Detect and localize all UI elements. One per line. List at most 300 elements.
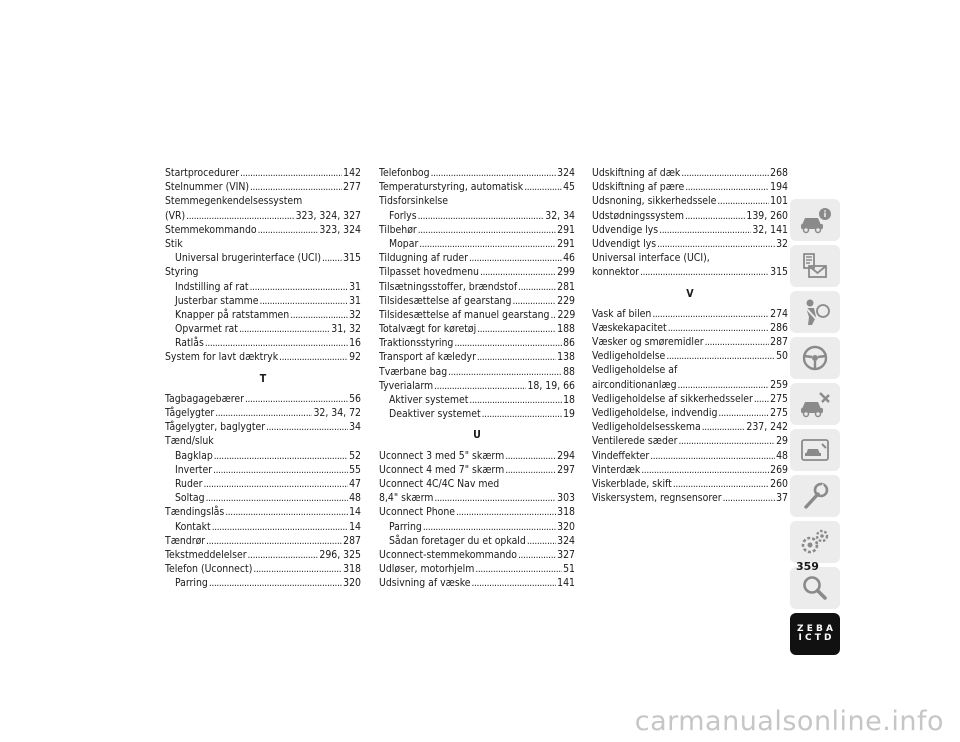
index-entry[interactable] <box>592 434 788 448</box>
index-entry[interactable] <box>379 365 575 379</box>
index-entry[interactable] <box>592 321 788 335</box>
warning-tab[interactable] <box>790 245 840 287</box>
index-entry[interactable] <box>592 251 788 265</box>
index-entry-page[interactable]: 56 <box>349 392 361 405</box>
index-entry-label: Kontakt <box>175 520 211 533</box>
index-entry-label: Vedligeholdelse af <box>592 364 678 377</box>
dot-leader <box>640 265 769 279</box>
index-entry-page[interactable]: 48 <box>349 492 361 505</box>
dot-leader <box>668 321 769 335</box>
index-entry-label: Vinterdæk <box>592 463 641 476</box>
index-entry[interactable] <box>165 350 361 364</box>
index-entry-page[interactable]: 294 <box>557 449 575 462</box>
dot-leader <box>650 449 775 463</box>
index-entry-label: Knapper på ratstammen <box>175 308 290 321</box>
dot-leader <box>527 534 556 548</box>
index-entry-label: Tilsidesættelse af manuel gearstang <box>379 308 550 321</box>
index-entry[interactable] <box>592 491 788 505</box>
index-entry[interactable] <box>165 223 361 237</box>
dot-leader <box>253 562 342 576</box>
dot-leader <box>480 265 556 279</box>
index-entry-page[interactable]: 138 <box>557 351 575 364</box>
index-entry-label: Udløser, motorhjelm <box>379 563 475 576</box>
index-entry[interactable] <box>592 307 788 321</box>
index-entry-page[interactable]: 229 <box>557 308 575 321</box>
index-entry-page[interactable]: 46 <box>563 252 575 265</box>
index-entry-label: Uconnect Phone <box>379 506 456 519</box>
index-entry-page[interactable]: 141 <box>557 577 575 590</box>
emergency-tab[interactable] <box>790 383 840 425</box>
index-entry-label: Vedligeholdelsesskema <box>592 421 701 434</box>
dot-leader <box>434 491 556 505</box>
index-entry[interactable] <box>165 392 361 406</box>
index-entry-label: System for lavt dæktryk <box>165 351 279 364</box>
index-entry-label: Tændingslås <box>165 506 225 519</box>
dot-leader <box>469 251 562 265</box>
dot-leader <box>456 505 556 519</box>
index-entry-page[interactable]: 324 <box>557 167 575 179</box>
index-entry-label: Bagklap <box>175 449 213 462</box>
index-entry-label: Transport af kæledyr <box>379 351 476 364</box>
dot-leader <box>245 392 348 406</box>
index-entry-page[interactable]: 101 <box>770 195 788 208</box>
dot-leader <box>723 491 776 505</box>
dot-leader <box>472 576 557 590</box>
dot-leader <box>652 307 769 321</box>
dot-leader <box>681 166 769 180</box>
index-entry-label: Inverter <box>175 463 213 476</box>
index-icon: Z E B A I C T D <box>797 624 833 643</box>
index-entry-label: Vedligeholdelse <box>592 350 666 363</box>
index-entry-page[interactable]: 194 <box>770 181 788 194</box>
index-entry[interactable] <box>379 280 575 294</box>
dot-leader <box>454 336 562 350</box>
index-entry-page[interactable]: 31 <box>349 294 361 307</box>
index-entry-label: Stik <box>165 237 183 250</box>
index-subentry[interactable] <box>165 322 361 336</box>
car-info-tab[interactable] <box>790 199 840 241</box>
index-entry[interactable] <box>592 463 788 477</box>
index-entry-label: Traktionsstyring <box>379 337 454 350</box>
index-entry-page[interactable]: 47 <box>349 477 361 490</box>
index-entry[interactable] <box>165 237 361 251</box>
index-entry-label: Totalvægt for køretøj <box>379 323 477 336</box>
index-entry-page[interactable]: 287 <box>770 336 788 349</box>
index-entry[interactable] <box>379 251 575 265</box>
index-entry-page[interactable]: 50 <box>776 350 788 363</box>
dot-leader <box>702 420 746 434</box>
dot-leader <box>475 562 562 576</box>
index-subentry[interactable] <box>165 477 361 491</box>
dot-leader <box>434 379 526 393</box>
index-entry-page[interactable]: 31 <box>349 280 361 293</box>
driving-tab[interactable] <box>790 337 840 379</box>
index-entry-page[interactable]: 139, 260 <box>746 209 788 222</box>
dot-leader <box>290 308 348 322</box>
index-entry-label: Tilpasset hovedmenu <box>379 266 479 279</box>
dot-leader <box>718 406 769 420</box>
index-entry-label: Universal brugerinterface (UCI) <box>175 252 321 265</box>
index-entry[interactable] <box>379 562 575 576</box>
index-entry-page[interactable]: 18 <box>563 394 575 406</box>
index-entry-page[interactable]: 16 <box>349 337 361 350</box>
index-entry-label: Styring <box>165 266 199 279</box>
index-entry-page[interactable]: 260 <box>770 477 788 490</box>
index-entry[interactable] <box>592 335 788 349</box>
index-entry-page[interactable]: 315 <box>343 252 361 265</box>
index-entry-page[interactable]: 323, 324 <box>319 223 361 236</box>
index-subentry[interactable] <box>165 336 361 350</box>
dot-leader <box>518 280 556 294</box>
index-entry[interactable] <box>592 349 788 363</box>
index-tab[interactable] <box>790 613 840 655</box>
index-entry-page[interactable]: 37 <box>776 492 788 505</box>
index-entry-page[interactable]: 92 <box>349 351 361 364</box>
index-entry[interactable] <box>592 194 788 208</box>
index-entry[interactable] <box>592 420 788 434</box>
dot-leader <box>250 280 349 294</box>
index-entry[interactable] <box>379 463 575 477</box>
index-entry-label: Tilsætningsstoffer, brændstof <box>379 280 518 293</box>
index-entry-page[interactable]: 14 <box>349 520 361 533</box>
index-entry[interactable] <box>379 491 575 505</box>
index-entry-label: Vask af bilen <box>592 307 652 320</box>
index-entry-page[interactable]: 318 <box>557 506 575 519</box>
index-entry-page[interactable]: 52 <box>349 449 361 462</box>
index-column-3 <box>592 166 788 505</box>
index-entry[interactable] <box>379 265 575 279</box>
index-entry-page[interactable]: 19 <box>563 408 575 421</box>
index-entry-page[interactable]: 287 <box>343 534 361 547</box>
dot-leader <box>550 308 556 322</box>
index-entry[interactable] <box>379 223 575 237</box>
index-entry-label: Uconnect 3 med 5" skærm <box>379 449 505 462</box>
index-entry[interactable] <box>165 562 361 576</box>
index-entry-label: Uconnect 4 med 7" skærm <box>379 463 505 476</box>
dot-leader <box>206 534 342 548</box>
index-entry[interactable] <box>379 336 575 350</box>
index-entry-label: Tændrør <box>165 534 206 547</box>
index-entry-page[interactable]: 274 <box>770 307 788 320</box>
index-entry-page[interactable]: 320 <box>343 577 361 590</box>
dot-leader <box>205 336 348 350</box>
index-entry[interactable] <box>165 505 361 519</box>
index-entry-label: Parring <box>175 577 208 590</box>
index-entry-label: Tågelygter, baglygter <box>165 421 266 434</box>
index-entry-page[interactable]: 55 <box>349 463 361 476</box>
index-entry-page[interactable]: 48 <box>776 449 788 462</box>
dot-leader <box>213 463 348 477</box>
dot-leader <box>214 449 348 463</box>
dot-leader <box>239 322 330 336</box>
index-entry-page[interactable]: 34 <box>349 421 361 434</box>
service-tab[interactable] <box>790 429 840 471</box>
index-entry[interactable] <box>592 392 788 406</box>
index-entry-page[interactable]: 259 <box>770 378 788 391</box>
index-entry-page[interactable]: 299 <box>557 266 575 279</box>
index-entry[interactable] <box>592 180 788 194</box>
wrench-icon <box>798 481 832 511</box>
index-entry[interactable] <box>592 223 788 237</box>
index-entry[interactable] <box>379 322 575 336</box>
index-entry-label: Vedligeholdelse af sikkerhedsseler <box>592 392 753 405</box>
index-entry-page[interactable]: 32, 34 <box>545 209 575 222</box>
dot-leader <box>657 237 775 251</box>
index-entry[interactable] <box>379 505 575 519</box>
dot-leader <box>673 477 769 491</box>
dot-leader <box>260 294 349 308</box>
index-entry-page[interactable]: 32 <box>776 237 788 250</box>
watermark: carmanualsonline.info <box>634 706 944 737</box>
index-entry-page[interactable]: 237, 242 <box>746 421 788 434</box>
index-entry-page[interactable]: 303 <box>557 492 575 505</box>
index-entry-label: Væskekapacitet <box>592 321 667 334</box>
index-entry-page[interactable]: 14 <box>349 506 361 519</box>
index-entry-page[interactable]: 188 <box>557 323 575 336</box>
index-entry-page[interactable]: 45 <box>563 181 575 194</box>
index-entry[interactable] <box>592 166 788 180</box>
index-entry-page[interactable]: 229 <box>557 294 575 307</box>
dot-leader <box>203 477 348 491</box>
dot-leader <box>248 548 319 562</box>
index-entry[interactable] <box>592 477 788 491</box>
index-entry-label: Viskersystem, regnsensorer <box>592 492 722 505</box>
index-entry-label: Uconnect 4C/4C Nav med <box>379 477 500 490</box>
index-entry-label: konnektor <box>592 266 640 279</box>
index-subentry[interactable] <box>165 308 361 322</box>
dot-leader <box>240 166 342 180</box>
index-subentry[interactable] <box>165 491 361 505</box>
index-entry[interactable] <box>165 194 361 208</box>
index-entry-label: Udsnoning, sikkerhedssele <box>592 195 717 208</box>
dot-leader <box>512 294 556 308</box>
index-subentry[interactable] <box>165 294 361 308</box>
index-entry-label: Ratlås <box>175 337 204 350</box>
index-entry-page[interactable]: 318 <box>343 563 361 576</box>
index-entry-label: Universal interface (UCI), <box>592 252 710 265</box>
index-entry[interactable] <box>379 294 575 308</box>
index-entry[interactable] <box>165 406 361 420</box>
index-entry-page[interactable]: 296, 325 <box>319 548 361 561</box>
index-entry-label: Soltag <box>175 492 205 505</box>
index-entry-page[interactable]: 297 <box>557 463 575 476</box>
dot-leader <box>215 406 312 420</box>
safety-tab[interactable] <box>790 291 840 333</box>
index-entry-label: (VR) <box>165 209 186 222</box>
index-entry-page[interactable]: 32, 34, 72 <box>313 407 361 420</box>
dot-leader <box>418 223 556 237</box>
index-entry-label: Uconnect-stemmekommando <box>379 548 518 561</box>
dot-leader <box>206 491 349 505</box>
maintenance-tab[interactable] <box>790 475 840 517</box>
index-entry[interactable] <box>165 420 361 434</box>
index-letter-heading: U <box>473 429 481 442</box>
index-entry-label: Udskiftning af dæk <box>592 167 681 179</box>
dot-leader <box>477 322 556 336</box>
index-entry-page[interactable]: 324 <box>557 534 575 547</box>
index-entry-label: Mopar <box>389 237 419 250</box>
index-entry-label: 8,4" skærm <box>379 492 434 505</box>
index-entry[interactable] <box>592 237 788 251</box>
index-entry[interactable] <box>165 548 361 562</box>
car-info-icon <box>798 205 832 235</box>
page-number: 359 <box>796 560 819 573</box>
index-entry-label: Vedligeholdelse, indvendig <box>592 407 718 420</box>
dot-leader <box>685 209 745 223</box>
index-entry[interactable] <box>379 166 575 180</box>
index-subentry[interactable] <box>165 576 361 590</box>
dot-leader <box>266 420 348 434</box>
dot-leader <box>418 209 545 223</box>
index-entry-page[interactable]: 286 <box>770 321 788 334</box>
index-entry-page[interactable]: 315 <box>770 266 788 279</box>
index-subentry[interactable] <box>379 407 575 421</box>
index-entry[interactable] <box>379 350 575 364</box>
index-entry-label: Tekstmeddelelser <box>165 548 247 561</box>
index-entry-page[interactable]: 320 <box>557 520 575 533</box>
index-entry-label: Startprocedurer <box>165 167 240 179</box>
index-entry[interactable] <box>379 180 575 194</box>
index-entry-label: Telefon (Uconnect) <box>165 563 253 576</box>
index-entry-label: airconditionanlæg <box>592 378 677 391</box>
index-subentry[interactable] <box>379 237 575 251</box>
index-entry-label: Stemmegenkendelsessystem <box>165 195 303 208</box>
index-entry-page[interactable]: 327 <box>557 548 575 561</box>
index-entry[interactable] <box>592 378 788 392</box>
index-entry-page[interactable]: 275 <box>770 407 788 420</box>
index-entry-page[interactable]: 275 <box>770 392 788 405</box>
index-entry[interactable] <box>165 265 361 279</box>
index-entry-label: Væsker og smøremidler <box>592 336 704 349</box>
index-letter-heading: V <box>686 287 694 300</box>
index-entry-label: Tildugning af ruder <box>379 252 469 265</box>
warning-envelope-icon <box>798 251 832 281</box>
index-subentry[interactable] <box>379 520 575 534</box>
specs-tab[interactable] <box>790 521 840 563</box>
dot-leader <box>717 194 769 208</box>
chapter-tab-strip <box>790 199 840 659</box>
car-tools-icon <box>798 389 832 419</box>
dot-leader <box>705 335 770 349</box>
index-entry-page[interactable]: 18, 19, 66 <box>527 379 575 392</box>
index-subentry[interactable] <box>165 280 361 294</box>
index-column-2 <box>379 166 575 590</box>
index-entry[interactable] <box>592 406 788 420</box>
index-entry-label: Vindeffekter <box>592 449 650 462</box>
index-entry[interactable] <box>379 379 575 393</box>
search-tab[interactable] <box>790 567 840 609</box>
index-entry[interactable] <box>379 194 575 208</box>
dot-leader <box>678 378 770 392</box>
index-entry-label: Justerbar stamme <box>175 294 259 307</box>
index-entry[interactable] <box>592 265 788 279</box>
dot-leader <box>641 463 769 477</box>
index-entry-label: Stelnummer (VIN) <box>165 181 250 194</box>
index-entry[interactable] <box>165 180 361 194</box>
dot-leader <box>209 576 342 590</box>
index-entry-label: Indstilling af rat <box>175 280 249 293</box>
index-entry[interactable] <box>592 209 788 223</box>
index-entry-label: Tågelygter <box>165 407 215 420</box>
index-entry[interactable] <box>379 449 575 463</box>
index-column-1 <box>165 166 361 590</box>
index-subentry[interactable] <box>165 463 361 477</box>
dot-leader <box>279 350 348 364</box>
index-entry-page[interactable]: 29 <box>776 435 788 448</box>
dot-leader <box>678 434 775 448</box>
index-entry-page[interactable]: 268 <box>770 167 788 179</box>
index-entry-label: Tyverialarm <box>379 379 434 392</box>
index-entry-label: Telefonbog <box>379 167 430 179</box>
index-entry-page[interactable]: 323, 324, 327 <box>295 209 361 222</box>
dot-leader <box>469 393 562 407</box>
dot-leader <box>225 505 348 519</box>
index-entry-label: Udsivning af væske <box>379 577 471 590</box>
index-entry-page[interactable]: 31, 32 <box>331 323 361 336</box>
index-entry-label: Tidsforsinkelse <box>379 195 449 208</box>
seatbelt-airbag-icon <box>798 297 832 327</box>
index-subentry[interactable] <box>379 209 575 223</box>
index-entry-label: Parring <box>389 520 422 533</box>
index-entry[interactable] <box>592 449 788 463</box>
index-entry[interactable] <box>165 534 361 548</box>
index-entry[interactable] <box>592 363 788 377</box>
index-entry-label: Tværbane bag <box>379 365 448 378</box>
index-entry-page[interactable]: 291 <box>557 223 575 236</box>
index-entry-page[interactable]: 281 <box>557 280 575 293</box>
dot-leader <box>212 520 348 534</box>
index-entry-label: Tilsidesættelse af gearstang <box>379 294 512 307</box>
dot-leader <box>505 463 556 477</box>
index-entry-label: Forlys <box>389 209 417 222</box>
index-entry[interactable] <box>165 166 361 180</box>
index-subentry[interactable] <box>379 534 575 548</box>
index-subentry[interactable] <box>379 393 575 407</box>
index-entry-page[interactable]: 269 <box>770 463 788 476</box>
dot-leader <box>666 349 775 363</box>
index-entry[interactable] <box>165 434 361 448</box>
dot-leader <box>685 180 769 194</box>
index-entry-page[interactable]: 291 <box>557 237 575 250</box>
index-entry-label: Ventilerede sæder <box>592 435 678 448</box>
index-entry-page[interactable]: 277 <box>343 181 361 194</box>
index-entry[interactable] <box>379 576 575 590</box>
dot-leader <box>423 520 556 534</box>
index-subentry[interactable] <box>165 251 361 265</box>
index-entry[interactable] <box>379 548 575 562</box>
index-entry-page[interactable]: 142 <box>343 167 361 179</box>
index-entry-label: Tilbehør <box>379 223 417 236</box>
dot-leader <box>431 166 557 180</box>
index-entry-page[interactable]: 86 <box>563 337 575 350</box>
index-entry-page[interactable]: 32, 141 <box>752 223 788 236</box>
index-entry-label: Stemmekommando <box>165 223 257 236</box>
index-entry-page[interactable]: 32 <box>349 308 361 321</box>
car-service-icon <box>798 435 832 465</box>
index-entry-label: Udvendige lys <box>592 223 659 236</box>
index-entry[interactable] <box>165 209 361 223</box>
index-entry-page[interactable]: 88 <box>563 365 575 378</box>
index-subentry[interactable] <box>165 449 361 463</box>
index-entry-page[interactable]: 51 <box>563 563 575 576</box>
index-entry-label: Udstødningssystem <box>592 209 685 222</box>
index-subentry[interactable] <box>165 520 361 534</box>
index-entry-label: Viskerblade, skift <box>592 477 672 490</box>
index-entry[interactable] <box>379 308 575 322</box>
dot-leader <box>518 548 556 562</box>
dot-leader <box>482 407 562 421</box>
index-entry[interactable] <box>379 477 575 491</box>
